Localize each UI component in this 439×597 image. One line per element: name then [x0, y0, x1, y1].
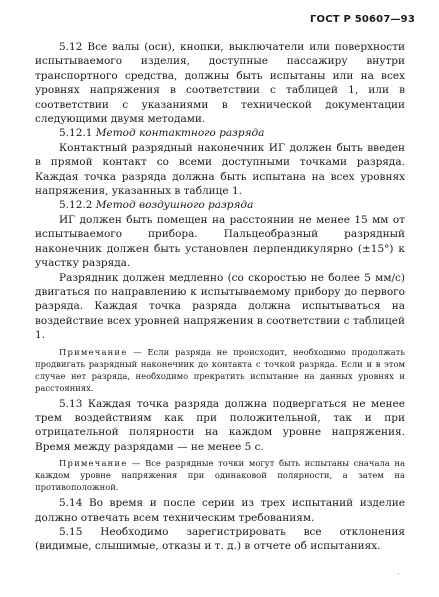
- heading-5-12-2-title: Метод воздушного разряда: [95, 199, 254, 212]
- heading-5-12-1-title: Метод контактного разряда: [95, 127, 265, 140]
- heading-5-12-1: [35, 126, 405, 140]
- document-header: ГОСТ Р 50607—93: [309, 14, 415, 25]
- paragraph-discharger-movement: Разрядник должен медленно (со скоростью не более 5 мм/с) двигаться по направлению к испытываемому прибору до первого разряда. Каждая точка разряда должна испытываться на воздействие всех уровней напряжения в соответствии с таблицей 1.: [35, 271, 405, 342]
- scan-mark: ·: [397, 570, 400, 579]
- heading-5-12-1-number: 5.12.1: [59, 127, 93, 140]
- paragraph-5-15: 5.15 Необходимо зарегистрировать все отклонения (видимые, слышимые, отказы и т. д.) в отчете об испытаниях.: [35, 525, 405, 553]
- note-1-text: — Если разряда не происходит, необходимо продолжать продвигать разрядный наконечник до контакта с точкой разряда. Если и в этом случае нет разряда, необходимо прекратить испытание на данных уровнях и расстояниях.: [35, 346, 405, 393]
- paragraph-5-12: 5.12 Все валы (оси), кнопки, выключатели или поверхности испытываемого изделия, доступные пассажиру внутри транспортного средства, должны быть испытаны или на всех уровнях напряжения в соответствии с таблицей 1, или в соответствии с указаниями в технической документации следующими двумя методами.: [35, 41, 405, 126]
- heading-5-12-2-number: 5.12.2: [59, 199, 93, 212]
- heading-5-12-2: [35, 198, 405, 212]
- note-1-label: Примечание: [59, 346, 128, 357]
- paragraph-contact-discharge: Контактный разрядный наконечник ИГ должен быть введен в прямой контакт со всеми доступными точками разряда. Каждая точка разряда должна быть испытана на всех уровнях напряжения, указанных в таблице 1.: [35, 141, 405, 198]
- note-2-label: Примечание: [59, 458, 128, 469]
- note-2-text: — Все разрядные точки могут быть испытаны сначала на каждом уровне напряжения при одинаковой полярности, а затем на противоположной.: [35, 458, 405, 493]
- paragraph-5-14: 5.14 Во время и после серии из трех испытаний изделие должно отвечать всем техническим требованиям.: [35, 497, 405, 524]
- document-body: [35, 40, 405, 554]
- paragraph-5-13: 5.13 Каждая точка разряда должна подвергаться не менее трем воздействиям как при положительной, так и при отрицательной полярности на каждом уровне напряжения. Время между разрядами — не менее 5 с.: [35, 397, 405, 453]
- note-2: [35, 457, 405, 493]
- note-1: [35, 346, 405, 394]
- paragraph-air-discharge: ИГ должен быть помещен на расстоянии не менее 15 мм от испытываемого прибора. Пальцеобразный разрядный наконечник должен быть установлен перпендикулярно (±15°) к участку разряда.: [35, 213, 405, 270]
